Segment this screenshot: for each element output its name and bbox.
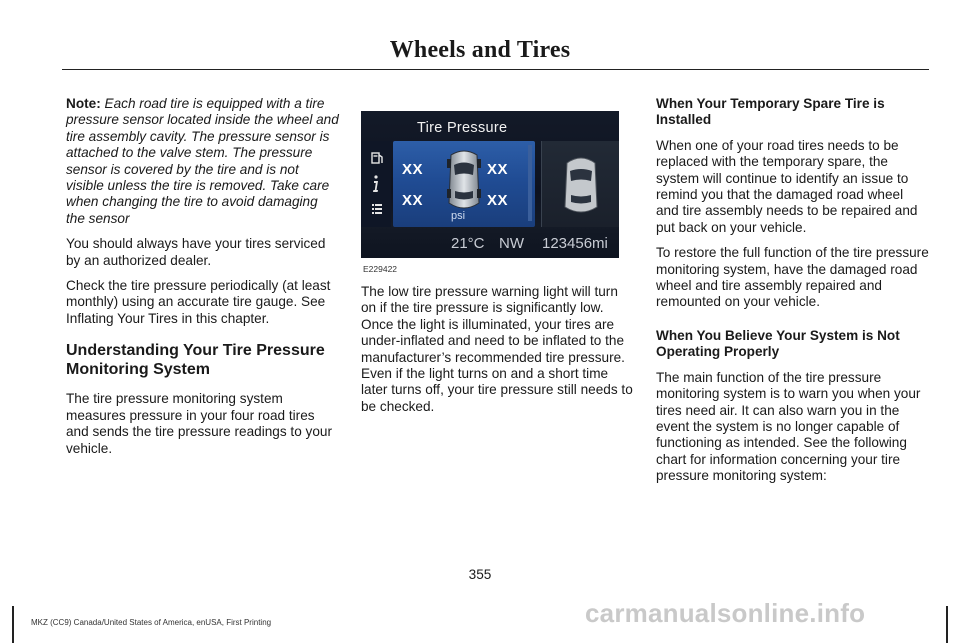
crop-mark-left <box>12 606 14 643</box>
secondary-panel <box>541 141 619 227</box>
column-1 <box>66 96 339 466</box>
tpms-description-paragraph: The tire pressure monitoring system measures pressure in your four road tires and sends the tire pressure readings to your vehicle. <box>66 391 332 456</box>
fuel-pump-icon <box>372 153 382 163</box>
header-rule <box>62 69 929 70</box>
cluster-status-bar <box>361 229 619 258</box>
figure-code: E229422 <box>363 264 398 274</box>
outside-temperature: 21°C <box>451 235 485 252</box>
system-not-operating-heading: When You Believe Your System is Not Operating Properly <box>656 327 900 360</box>
main-function-paragraph: The main function of the tire pressure monitoring system is to warn you when your tires need air. It can also warn you in the event the system is no longer capable of functioning as intended. See the following chart for information concerning your tire pressure monitoring system: <box>656 369 921 484</box>
column-2 <box>361 284 634 415</box>
compass-heading: NW <box>499 235 524 252</box>
check-pressure-paragraph: Check the tire pressure periodically (at least monthly) using an accurate tire gauge. See Inflating Your Tires in this chapter. <box>66 278 331 326</box>
note-text: Each road tire is equipped with a tire pressure sensor located inside the wheel and tire assembly cavity. The pressure sensor is attached to the valve stem. The pressure sensor is covered by the tire and is not visible unless the tire is removed. Take care when changing the tire to avoid damaging the sensor <box>66 96 339 226</box>
scroll-track <box>528 145 532 221</box>
pressure-unit: psi <box>451 210 466 222</box>
note-label: Note: <box>66 96 101 111</box>
car-side-icon <box>542 141 619 227</box>
tire-rear-left-value: XX <box>402 192 424 209</box>
tire-rear-right-value: XX <box>487 192 509 209</box>
spare-tire-heading: When Your Temporary Spare Tire is Installed <box>656 96 885 128</box>
watermark: carmanualsonline.info <box>585 598 866 628</box>
page-number: 355 <box>468 567 492 582</box>
crop-mark-right <box>946 606 948 643</box>
column-3 <box>656 96 929 494</box>
menu-icons <box>361 141 391 227</box>
service-paragraph: You should always have your tires serviced by an authorized dealer. <box>66 236 326 268</box>
restore-function-paragraph: To restore the full function of the tire pressure monitoring system, have the damaged road wheel and tire assembly repaired and remounted on your vehicle. <box>656 245 929 310</box>
warning-light-paragraph: The low tire pressure warning light will turn on if the tire pressure is significantly low. Once the light is illuminated, your tires are under-inflated and need to be inflated to the manufacturer’s recommended tire pressure. Even if the light turns on and a short time later turns off, your tire pressure still needs to be checked. <box>361 284 633 414</box>
spare-tire-paragraph: When one of your road tires needs to be replaced with the temporary spare, the system will continue to identify an issue to remind you that the damaged road wheel and tire assembly needs to be repaired and put back on your vehicle. <box>656 137 918 235</box>
odometer: 123456mi <box>542 235 608 252</box>
side-menu <box>361 141 391 227</box>
tire-pressure-display-figure <box>361 111 619 258</box>
section-heading: Understanding Your Tire Pressure Monitoring System <box>66 342 325 379</box>
note-paragraph <box>66 96 339 227</box>
tire-front-right-value: XX <box>487 161 509 178</box>
info-icon <box>373 175 378 192</box>
footer-text: MKZ (CC9) Canada/United States of America, enUSA, First Printing <box>31 618 272 627</box>
page-header-title: Wheels and Tires <box>389 37 571 63</box>
list-icon <box>372 204 382 214</box>
display-title: Tire Pressure <box>417 120 508 136</box>
tire-front-left-value: XX <box>402 161 424 178</box>
